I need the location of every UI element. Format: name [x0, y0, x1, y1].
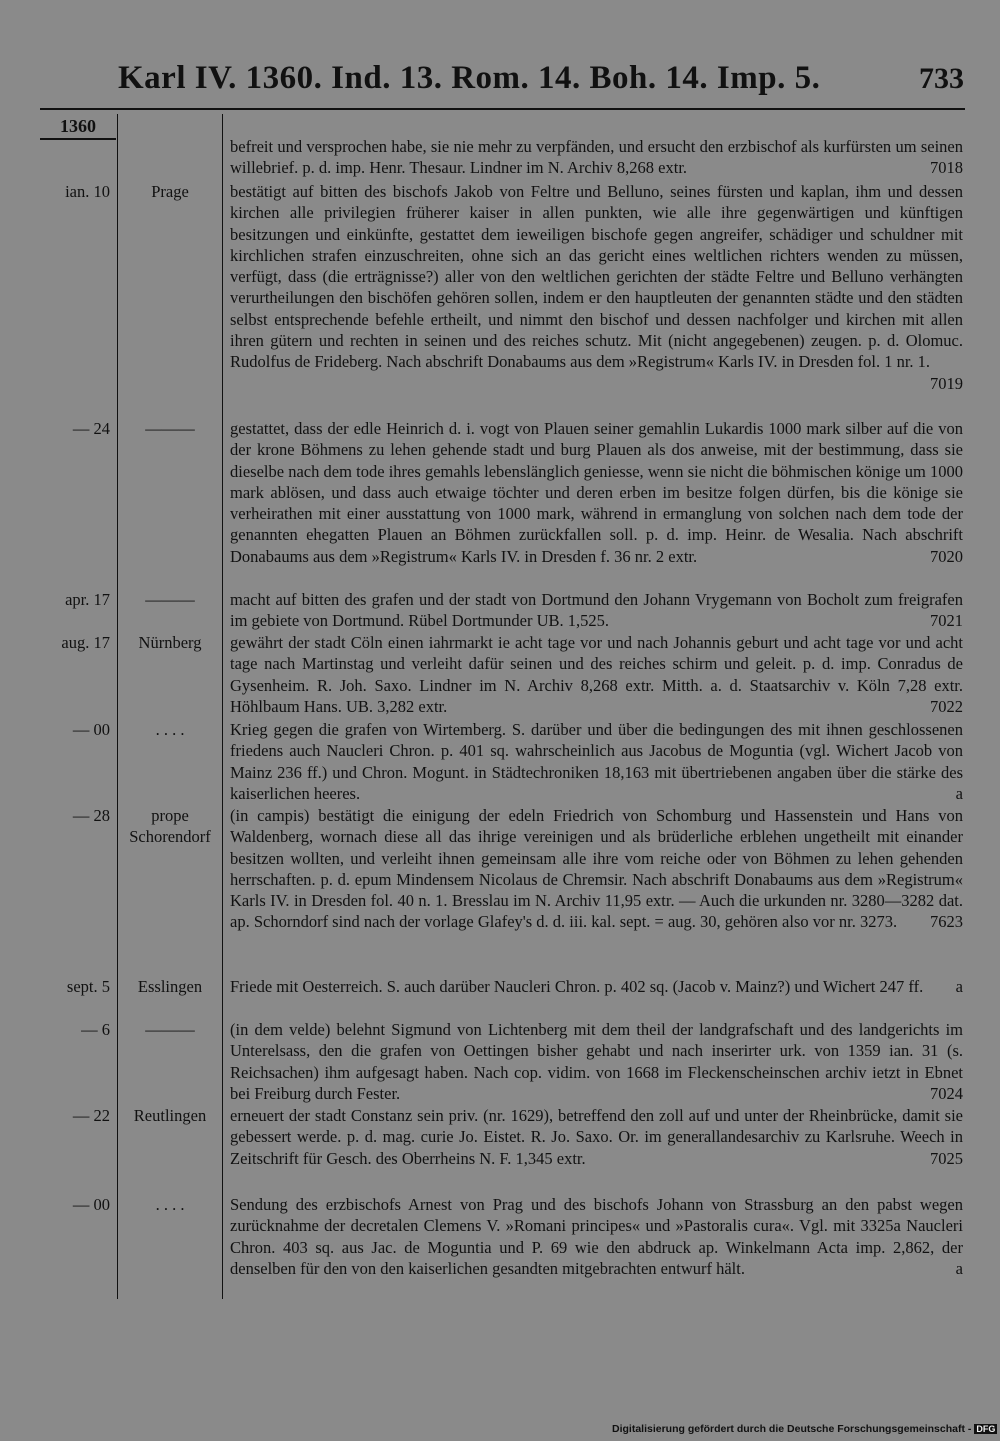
entry-text [230, 181, 963, 394]
entry-number: 7021 [930, 611, 963, 631]
entry-body: macht auf bitten des grafen und der stadt von Dortmund den Johann Vrygemann von Bocholt zum freigrafen im gebiete von Dortmund. Rübel Dortmunder UB. 1,525. [230, 590, 963, 631]
entry-text [230, 632, 963, 717]
entry-date: — 22 [72, 1106, 110, 1125]
footer-text: Digitalisierung gefördert durch die Deutsche Forschungsgemeinschaft - [612, 1423, 972, 1435]
header-rule [40, 108, 965, 110]
entry-body: Friede mit Oesterreich. S. auch darüber Naucleri Chron. p. 402 sq. (Jacob v. Mainz?) und Wichert 247 ff. [230, 977, 924, 996]
entry-number: 7020 [930, 546, 963, 566]
entry-text [230, 805, 963, 933]
entry-text [230, 1019, 963, 1104]
column-divider-place [222, 114, 223, 1299]
entry-date: — 00 [72, 1195, 110, 1214]
entry-number: a [955, 977, 963, 996]
digitization-footer [612, 1423, 996, 1437]
entry-number: 7623 [930, 912, 963, 932]
entry-place: Esslingen [137, 977, 203, 996]
entry-text [230, 1105, 963, 1169]
entry-body: (in dem velde) belehnt Sigmund von Lichtenberg mit dem theil der landgrafschaft und des landgerichts im Unterelsass, den die grafen von Oettingen bisher gehabt und nach inserirter urk. von 1359 ian. 31 (s. Reichsachen) ihm aufgesagt haben. Nach cop. vidim. von 1668 im Fleckenscheinschen archiv ietzt in Ebnet bei Freiburg durch Fester. [230, 1020, 963, 1103]
entry-number: 7018 [930, 158, 963, 178]
entry-body: Krieg gegen die grafen von Wirtemberg. S. darüber und über die bedingungen des mit ihnen geschlossenen friedens auch Naucleri Chron. p. 401 sq. wahrscheinlich aus Jacobus de Moguntia (vgl. Wichert Jacob von Mainz 236 ff.) und Chron. Mogunt. in Städtechroniken 18,163 mit übertriebenen angaben über die stärke des kaiserlichen heeres. [230, 720, 963, 803]
entry-number: a [955, 1258, 963, 1278]
entry-place: . . . . [155, 1195, 185, 1214]
entry-date: — 24 [72, 419, 110, 438]
entry-date: ian. 10 [65, 182, 110, 201]
entry-place: ——— [145, 1020, 195, 1039]
entry-body: Sendung des erzbischofs Arnest von Prag und des bischofs Johann von Strassburg an den pabst wegen zurücknahme der decretalen Clemens V. »Romani principes« und »Pastoralis cura«. Vgl. mit 3325a Naucleri Chron. 403 sq. aus Jac. de Moguntia und P. 69 wie den abdruck ap. Winkelmann Acta imp. 2,862, der denselben für den von den kaiserlichen gesandten mitgebrachten entwurf hält. [230, 1195, 963, 1278]
entry-date: — 00 [72, 720, 110, 739]
entry-text [230, 1194, 963, 1279]
entry-date: — 6 [81, 1020, 110, 1039]
entry-body: gestattet, dass der edle Heinrich d. i. vogt von Plauen seiner gemahlin Lukardis 1000 mark silber auf die von der krone Böhmens zu lehen gehende stadt und burg Plauen als dos anweise, mit der bestimmung, dass sie dieselbe nach dem tode ihres gemahls lebenslänglich geniesse, wenn sie nicht die böhmischen könige um 1000 mark ablösen, und dass auch etwaige töchter und deren erben im besitze folgen dürfen, bis die könige sie verheirathen mit einer ausstattung von 1000 mark, während in ermanglung von solchen nach dem tode der genannten ehegatten Plauen an Böhmen zurückfallen soll. p. d. imp. Heinr. de Wesalia. Nach abschrift Donabaums aus dem »Registrum« Karls IV. in Dresden f. 36 nr. 2 extr. [230, 419, 963, 566]
running-title: Karl IV. 1360. Ind. 13. Rom. 14. Boh. 14. Imp. 5. [118, 60, 821, 96]
year-label: 1360 [40, 114, 116, 140]
entry-text [230, 589, 963, 632]
entry-number: 7019 [930, 373, 963, 393]
entry-text [230, 719, 963, 804]
entry-place: . . . . [155, 720, 185, 739]
dfg-logo: DFG [976, 1424, 996, 1434]
entry-place: ——— [145, 419, 195, 438]
entry-number: 7024 [930, 1083, 963, 1103]
entry-text [230, 418, 963, 567]
entry-place: Nürnberg [138, 633, 202, 652]
entry-date: apr. 17 [65, 590, 110, 609]
entry-number: 7022 [930, 696, 963, 716]
entry-number: 7025 [930, 1148, 963, 1168]
entry-place: Reutlingen [133, 1106, 207, 1125]
entry-body: befreit und versprochen habe, sie nie mehr zu verpfänden, und ersucht den erzbischof als kurfürsten um seinen willebrief. p. d. imp. Henr. Thesaur. Lindner im N. Archiv 8,268 extr. [230, 137, 963, 178]
entry-date: sept. 5 [66, 977, 110, 996]
entry-number: a [955, 783, 963, 803]
entry-text [230, 136, 963, 179]
entry-place: Prage [151, 182, 189, 201]
entry-text [230, 976, 963, 997]
page-number: 733 [919, 62, 964, 95]
entry-place: ——— [145, 590, 195, 609]
entry-date: — 28 [72, 806, 110, 825]
entry-body: (in campis) bestätigt die einigung der edeln Friedrich von Schomburg und Hassenstein und Hans von Waldenberg, wornach diese all das ihrige vereinigen und als brüderliche erblehen ungetheilt mit einander besitzen wollten, und verleiht ihnen gemeinsam alle ihre vom reiche oder von Böhmen zu lehen gehenden herrschaften. p. d. epum Mindensem Nicolaus de Chremsir. Nach abschrift Donabaums aus dem »Registrum« Karls IV. in Dresden fol. 40 n. 1. Bresslau im N. Archiv 11,95 extr. — Auch die urkunden nr. 3280—3282 dat. ap. Schorndorf sind nach der vorlage Glafey's d. d. iii. kal. sept. = aug. 30, gehören also vor nr. 3273. [230, 806, 963, 932]
entry-body: bestätigt auf bitten des bischofs Jakob von Feltre und Belluno, seines fürsten und kaplan, ihm und dessen kirchen alle privilegien früherer kaiser in allen punkten, wie alle ihre gegenwärtigen und künftigen besitzungen und einkünfte, gestattet dem ieweiligen bischofe gegen angreifer, schädiger und schuldner mit kirchlichen strafen einzuschreiten, ohne sich an das gericht eines weltlichen richters wenden zu müssen, verfügt, dass (die erträgnisse?) aller von den weltlichen gerichten der städte Feltre und Belluno verhängten verurtheilungen den bischöfen gehören sollen, indem er den hauptleuten der genannten städte und den städten selbst entsprechende befehle ertheilt, und nimmt den bischof und dessen nachfolger und kirchen mit allen ihren gütern und rechten in seinen und des reiches schutz. Mit (nicht angegebenen) zeugen. p. d. Olomuc. Rudolfus de Frideberg. Nach abschrift Donabaums aus dem »Registrum« Karls IV. in Dresden fol. 1 nr. 1. [230, 182, 963, 372]
entry-body: erneuert der stadt Constanz sein priv. (nr. 1629), betreffend den zoll auf und unter der Rheinbrücke, damit sie gebessert werde. p. d. mag. curie Jo. Eistet. R. Jo. Saxo. Or. im generallandesarchiv zu Karlsruhe. Weech in Zeitschrift für Gesch. des Oberrheins N. F. 1,345 extr. [230, 1106, 963, 1168]
column-divider-date [117, 114, 118, 1299]
entry-body: gewährt der stadt Cöln einen iahrmarkt ie acht tage vor und nach Johannis geburt und acht tage vor und acht tage nach Martinstag und verleiht dafür seinen und des reiches schirm und geleit. p. d. imp. Conradus de Gysenheim. R. Joh. Saxo. Lindner im N. Archiv 8,268 extr. Mitth. a. d. Staatsarchiv v. Köln 7,28 extr. Höhlbaum Hans. UB. 3,282 extr. [230, 633, 963, 716]
entry-place: prope Schorendorf [129, 806, 211, 847]
page-header [0, 54, 1000, 104]
entry-date: aug. 17 [61, 633, 110, 652]
